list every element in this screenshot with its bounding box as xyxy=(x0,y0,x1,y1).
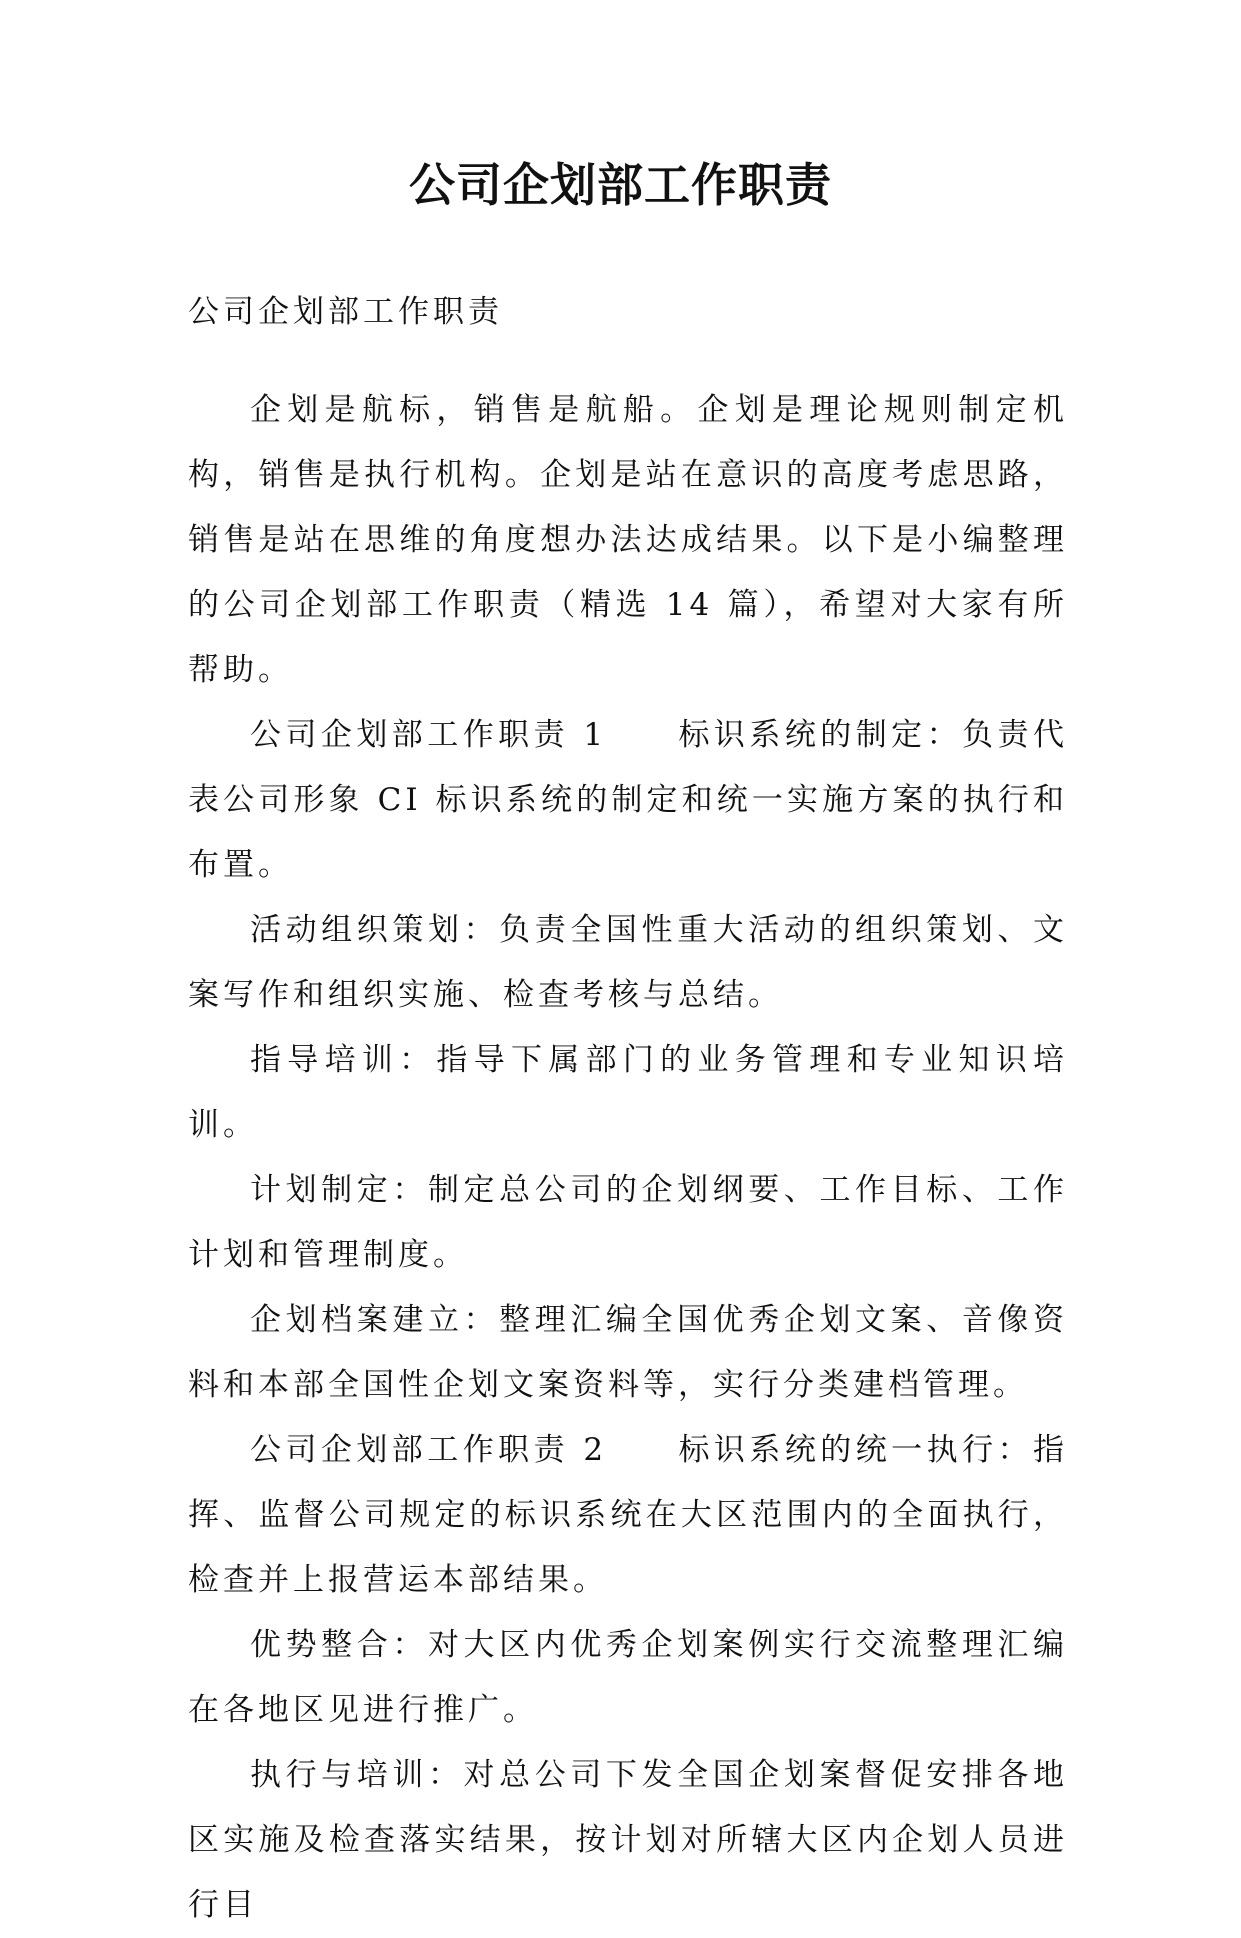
paragraph-duty-1-identity-system: 公司企划部工作职责 1 标识系统的制定：负责代表公司形象 CI 标识系统的制定和统一实施方案的执行和布置。 xyxy=(188,717,1068,883)
paragraph-intro: 企划是航标，销售是航船。企划是理论规则制定机构，销售是执行机构。企划是站在意识的高度考虑思路，销售是站在思维的角度想办法达成结果。以下是小编整理的公司企划部工作职责（精选 14 篇），希望对大家有所帮助。 xyxy=(188,392,1068,688)
document-body xyxy=(188,280,1068,1938)
paragraph-duty-2-identity-execution: 公司企划部工作职责 2 标识系统的统一执行：指挥、监督公司规定的标识系统在大区范围内的全面执行，检查并上报营运本部结果。 xyxy=(188,1432,1068,1598)
paragraph-guidance-training: 指导培训：指导下属部门的业务管理和专业知识培训。 xyxy=(188,1042,1068,1143)
paragraph-execution-training: 执行与培训：对总公司下发全国企划案督促安排各地区实施及检查落实结果，按计划对所辖大区内企划人员进行目 xyxy=(188,1757,1068,1923)
paragraph-plan-making: 计划制定：制定总公司的企划纲要、工作目标、工作计划和管理制度。 xyxy=(188,1172,1068,1273)
document-title: 公司企划部工作职责 xyxy=(409,158,832,212)
paragraph-advantage-integration: 优势整合：对大区内优秀企划案例实行交流整理汇编在各地区见进行推广。 xyxy=(188,1627,1068,1728)
paragraph-event-planning: 活动组织策划：负责全国性重大活动的组织策划、文案写作和组织实施、检查考核与总结。 xyxy=(188,912,1068,1013)
paragraph-archive: 企划档案建立：整理汇编全国优秀企划文案、音像资料和本部全国性企划文案资料等，实行分类建档管理。 xyxy=(188,1302,1068,1403)
document-subtitle: 公司企划部工作职责 xyxy=(188,294,503,330)
